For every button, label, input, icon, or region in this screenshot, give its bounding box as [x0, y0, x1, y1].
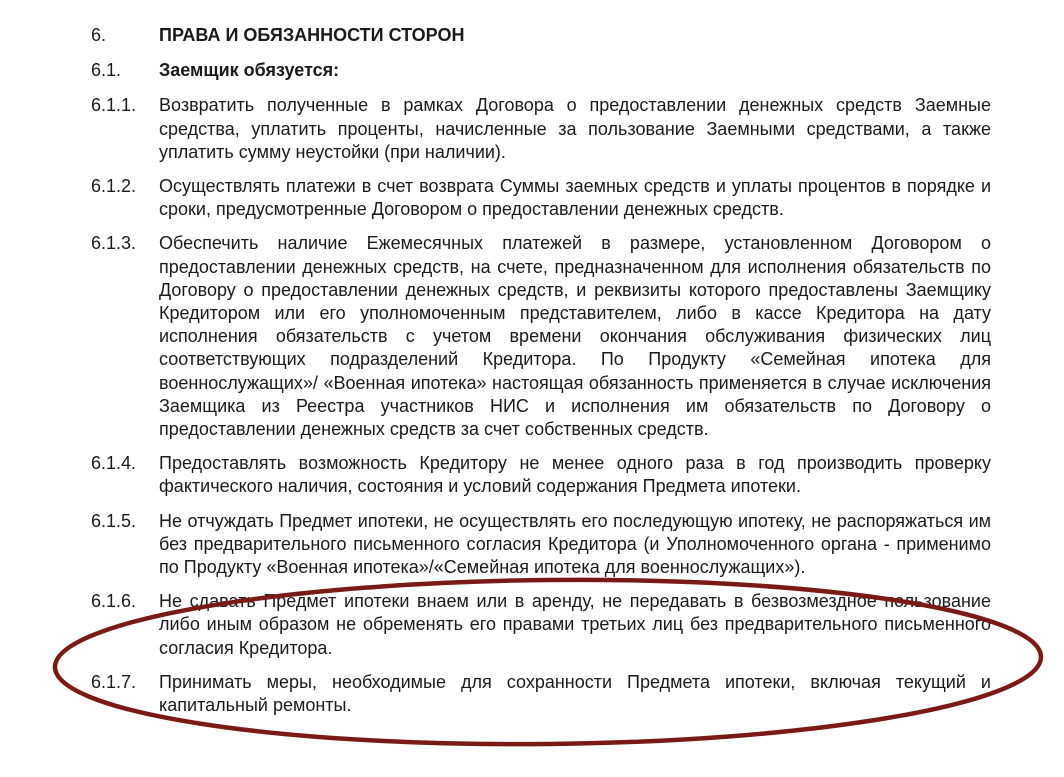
clause-text: Не сдавать Предмет ипотеки внаем или в аренду, не передавать в безвозмездное пользование либо иным образом не обременять его правами третьих лиц без предварительного письменного согласия Кредитора. — [159, 591, 991, 658]
clause-number: 6.1.1. — [91, 95, 137, 116]
clause-number: 6.1.2. — [91, 176, 137, 197]
clause-number: 6.1.5. — [91, 510, 137, 531]
clause-number: 6.1.3. — [91, 233, 137, 254]
clause-text: Не отчуждать Предмет ипотеки, не осуществлять его последующую ипотеку, не распоряжаться им без предварительного письменного согласия Кредитора (и Уполномоченного органа - применимо по Продукту «Военная ипотека»/«Семейная ипотека для военнослужащих»). — [159, 510, 991, 578]
clause-text: Предоставлять возможность Кредитору не менее одного раза в год производить проверку фактического наличия, состояния и условий содержания Предмета ипотеки. — [159, 453, 991, 497]
clause-number: 6.1.6. — [91, 591, 137, 612]
clause-6-1-2 — [91, 175, 991, 221]
section-heading — [91, 24, 991, 47]
clause-6-1-6 — [91, 590, 991, 660]
clause-text: Возвратить полученные в рамках Договора о предоставлении денежных средств Заемные средства, уплатить проценты, начисленные за пользование Заемными средствами, а также уплатить сумму неустойки (при наличии). — [159, 95, 991, 162]
section-number: 6. — [91, 25, 107, 45]
clause-text: Обеспечить наличие Ежемесячных платежей в размере, установленном Договором о предоставлении денежных средств, на счете, предназначенном для исполнения обязательств по Договору о предоставлении денежных средств, и реквизиты которого предоставлены Заемщику Кредитором или его уполномоченным представителем, либо в кассе Кредитора на дату исполнения обязательств с учетом времени окончания обслуживания физических лиц соответствующих подразделений Кредитора. По Продукту «Семейная ипотека для военнослужащих»/ «Военная ипотека» настоящая обязанность применяется в случае исключения Заемщика из Реестра участников НИС и исполнения им обязательств по Договору о предоставлении денежных средств за счет собственных средств. — [159, 233, 991, 440]
clause-6-1-3 — [91, 232, 991, 441]
subsection-heading — [91, 59, 991, 82]
clause-number: 6.1.7. — [91, 671, 137, 692]
section-title: ПРАВА И ОБЯЗАННОСТИ СТОРОН — [159, 25, 465, 45]
clause-6-1-4 — [91, 452, 991, 498]
clause-6-1-1 — [91, 94, 991, 164]
clause-text: Осуществлять платежи в счет возврата Суммы заемных средств и уплаты процентов в порядке и сроки, предусмотренные Договором о предоставлении денежных средств. — [159, 176, 991, 220]
clause-6-1-7 — [91, 671, 991, 717]
subsection-number: 6.1. — [91, 60, 122, 81]
clause-6-1-5 — [91, 510, 991, 580]
clause-number: 6.1.4. — [91, 453, 137, 474]
subsection-title: Заемщик обязуется: — [159, 60, 340, 81]
document-body — [91, 24, 991, 717]
clause-text: Принимать меры, необходимые для сохранности Предмета ипотеки, включая текущий и капитальный ремонты. — [159, 671, 991, 716]
